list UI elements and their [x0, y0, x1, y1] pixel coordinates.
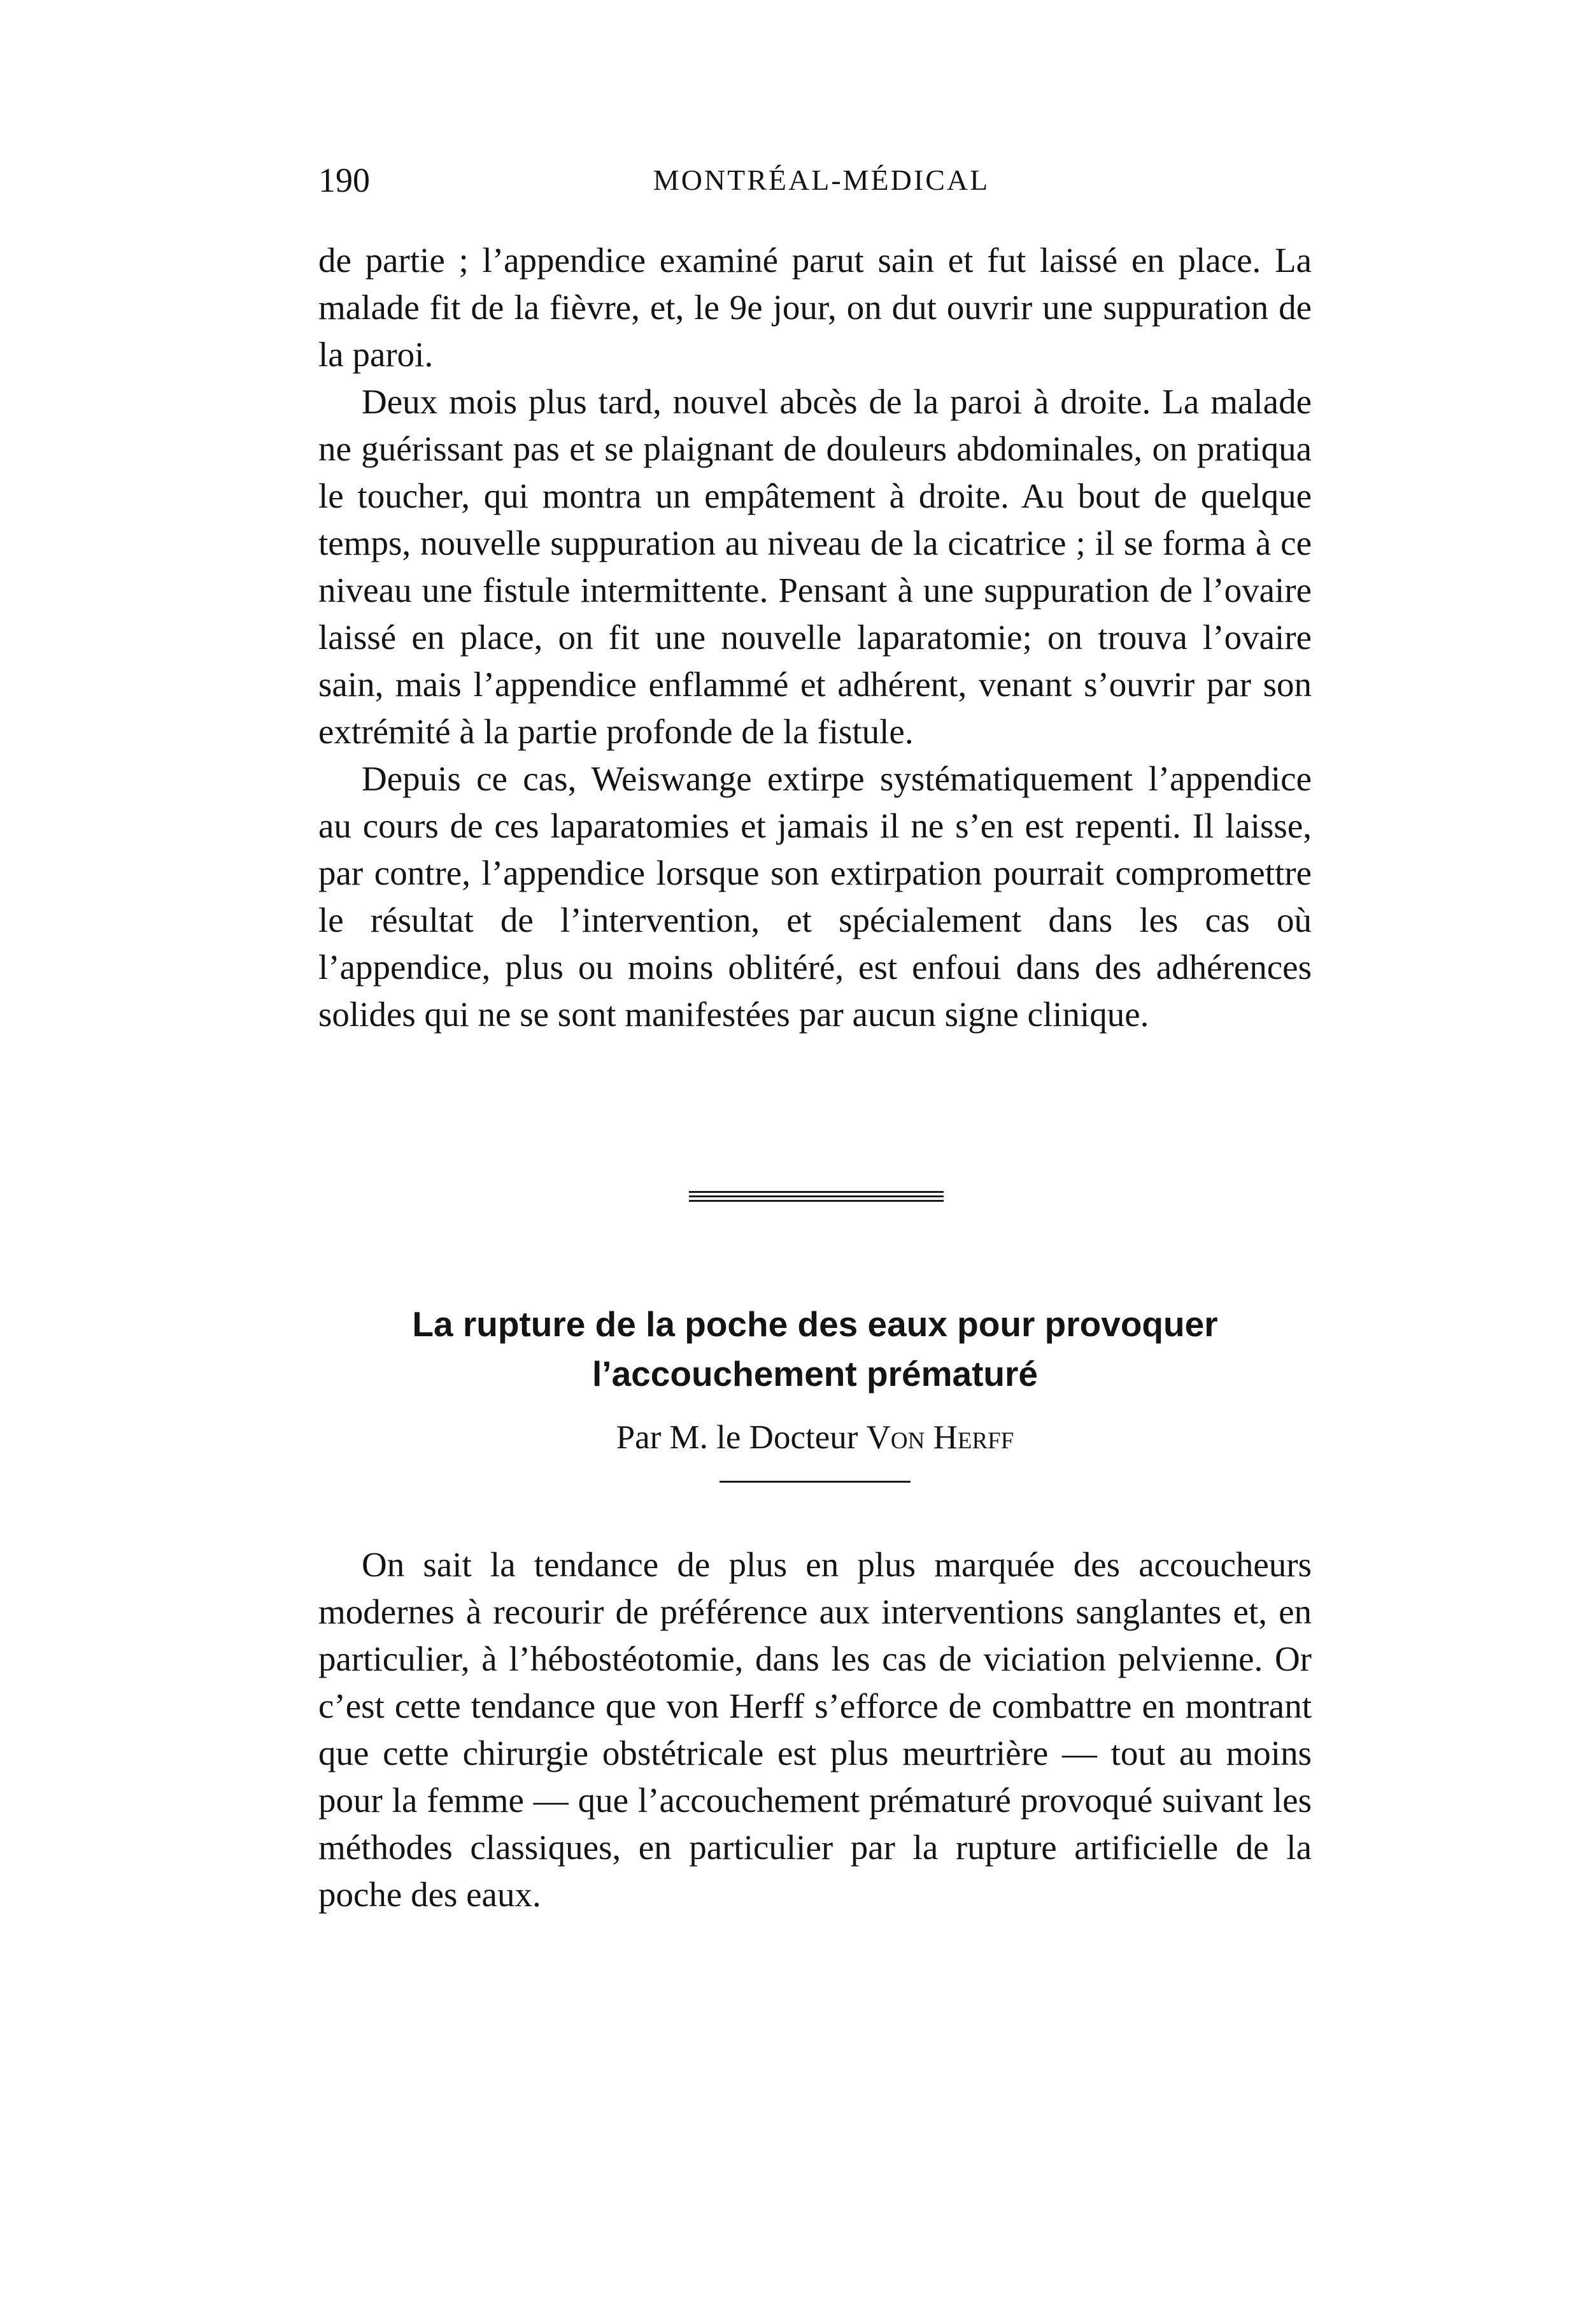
paragraph: Depuis ce cas, Weiswange extirpe systématiquement l’appendice au cours de ces laparatomies et jamais il ne s’en est repenti. Il laisse, par contre, l’appendice lorsque son extirpation pourrait compromettre le résultat de l’intervention, et spécialement dans les cas où l’appendice, plus ou moins oblitéré, est enfoui dans des adhérences solides qui ne se sont manifestées par aucun signe clinique.: [318, 759, 1312, 1034]
journal-title: MONTRÉAL-MÉDICAL: [653, 164, 990, 196]
paragraph: On sait la tendance de plus en plus marquée des accoucheurs modernes à recourir de préférence aux interventions sanglantes et, en particulier, à l’hébostéotomie, dans les cas de viciation pelvienne. Or c’est cette tendance que von Herff s’efforce de combattre en montrant que cette chirurgie obstétricale est plus meurtrière — tout au moins pour la femme — que l’accouchement prématuré provoqué suivant les méthodes classiques, en particulier par la rupture artificielle de la poche des eaux.: [318, 1545, 1312, 1914]
article-title-line: La rupture de la poche des eaux pour provoquer: [412, 1304, 1218, 1344]
paragraph: Deux mois plus tard, nouvel abcès de la paroi à droite. La malade ne guérissant pas et se plaignant de douleurs abdominales, on pratiqua le toucher, qui montra un empâtement à droite. Au bout de quelque temps, nouvelle suppuration au niveau de la cicatrice ; il se forma à ce niveau une fistule intermittente. Pensant à une suppuration de l’ovaire laissé en place, on fit une nouvelle laparatomie; on trouva l’ovaire sain, mais l’appendice enflammé et adhérent, venant s’ouvrir par son extrémité à la partie profonde de la fistule.: [318, 382, 1312, 751]
byline-rule: [720, 1481, 911, 1483]
article-title-line: l’accouchement prématuré: [592, 1354, 1038, 1394]
byline-prefix: Par M. le Docteur: [616, 1419, 867, 1456]
page-number: 190: [318, 161, 370, 199]
previous-article-body: [318, 237, 1312, 1038]
running-head: [318, 158, 1324, 203]
article-title: [318, 1299, 1312, 1399]
author-name: Von Herff: [866, 1419, 1014, 1456]
section-divider: [689, 1191, 944, 1202]
byline: [318, 1415, 1312, 1460]
paragraph: de partie ; l’appendice examiné parut sain et fut laissé en place. La malade fit de la fièvre, et, le 9e jour, on dut ouvrir une suppuration de la paroi.: [318, 241, 1312, 374]
article-body: [318, 1541, 1312, 1918]
